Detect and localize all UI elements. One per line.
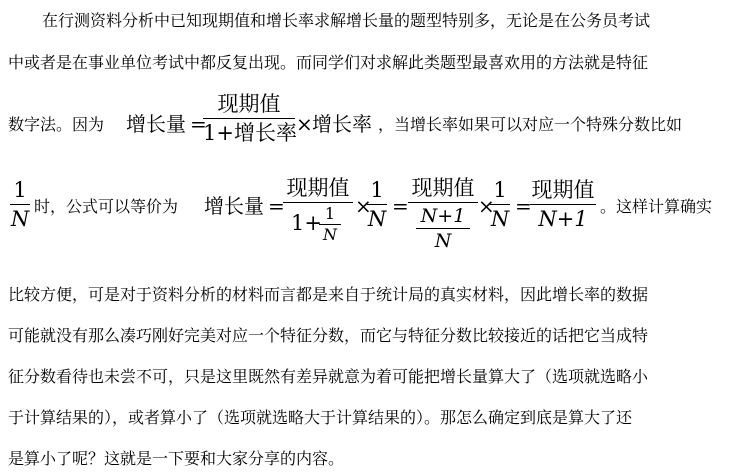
formula-2-f3-den-num: N+1 [420,205,466,227]
formula-2-f3-den-bar [416,228,470,229]
formula-2-lhs: 增长量 [204,194,264,218]
formula-1-lhs: 增长量 [126,112,186,136]
text-line-2: 中或者是在事业单位考试中都反复出现。而同学们对求解此类题型最喜欢用的方法就是特征 [8,53,649,72]
text-line-8: 于计算结果的），或者算小了（选项就选略大于计算结果的）。那怎么确定到底是算大了还 [8,408,633,427]
formula-2-equals-3: = [515,194,532,218]
formula-2-lead-bar [10,204,30,205]
formula-2-fraction-1 [283,176,353,249]
formula-2-f5-bar [530,204,596,205]
formula-2-f4-bar [490,204,510,205]
formula-2-equals-1: = [268,194,285,218]
formula-2-times-2: × [478,194,495,218]
formula-2-lead-num: 1 [13,178,27,202]
formula-1-fraction [203,92,295,145]
text-line-7: 征分数看待也未尝不可，只是这里既然有差异就意为着可能把增长量算大了（选项就选略小 [8,367,649,386]
formula-2-f2-bar [367,204,387,205]
formula-2-f3-den-den: N [434,230,452,252]
text-line-6: 可能就没有那么凑巧刚好完美对应一个特征分数，而它与特征分数比较接近的话把它当成特 [8,326,649,345]
text-line-4-mid: 时，公式可以等价为 [34,197,179,216]
formula-2-f2-den: N [367,207,387,231]
formula-2-f3-den [408,205,478,252]
formula-2-f3-den-fraction [416,205,470,252]
formula-2-fraction-5 [530,178,596,231]
formula-1-denominator: 1+增长率 [203,121,297,145]
formula-1-numerator: 现期值 [217,92,281,116]
formula-2-f4-den: N [490,207,510,231]
formula-1-rhs: 增长率 [312,112,372,136]
formula-1-fraction-bar [203,118,295,119]
text-line-9: 是算小了呢？这就是一下要和大家分享的内容。 [8,449,345,468]
formula-2-times-1: × [355,194,372,218]
formula-2-f1-den-frac-den: N [323,225,337,244]
formula-2-f1-num: 现期值 [286,176,350,200]
formula-2-f5-den: N+1 [538,207,588,231]
text-line-4-suffix: 。这样计算确实 [600,197,713,216]
formula-2-f5-num: 现期值 [531,178,595,202]
formula-2-f1-den [283,205,353,249]
formula-2-f1-den-frac-num: 1 [324,204,336,223]
formula-2-fraction-3 [408,176,478,252]
formula-2-fraction-4 [490,178,510,231]
formula-2-lead-fraction [10,178,30,231]
text-line-3-suffix: ，当增长率如果可以对应一个特殊分数比如 [378,115,683,134]
formula-2-f4-num: 1 [493,178,507,202]
formula-2-f1-den-one: 1+ [291,211,322,235]
formula-2-fraction-2 [367,178,387,231]
formula-2-f2-num: 1 [370,178,384,202]
formula-2-lead-den: N [10,207,30,231]
formula-2-f3-bar [408,202,478,203]
formula-2-f1-bar [283,202,353,203]
formula-2-equals-2: = [392,194,409,218]
text-line-3-prefix: 数字法。因为 [8,115,105,134]
formula-2-f1-den-fraction [319,205,341,244]
text-line-1: 在行测资料分析中已知现期值和增长率求解增长量的题型特别多，无论是在公务员考试 [42,11,651,30]
text-line-5: 比较方便，可是对于资料分析的材料而言都是来自于统计局的真实材料，因此增长率的数据 [8,285,649,304]
formula-1-equals: = [190,112,207,136]
formula-1-times: × [296,112,313,136]
formula-2-f3-num: 现期值 [411,176,475,200]
